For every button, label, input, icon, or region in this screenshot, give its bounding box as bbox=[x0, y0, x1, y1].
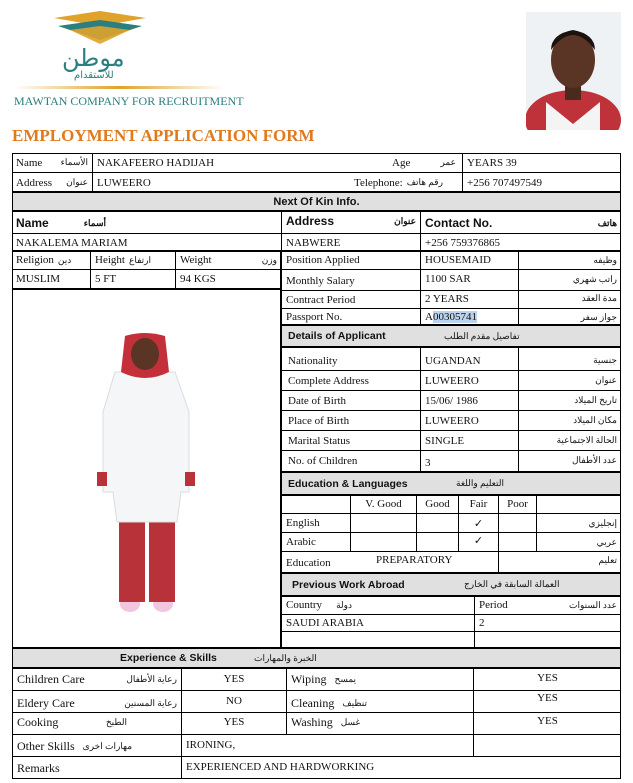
applicant-details-header: Details of Applicant bbox=[288, 330, 386, 342]
religion-label-cell bbox=[12, 251, 90, 269]
country-label-ar: دولة bbox=[336, 599, 352, 610]
cleaning-value: YES bbox=[537, 692, 558, 704]
passport-no-value bbox=[421, 309, 518, 325]
cooking-value: YES bbox=[223, 716, 245, 728]
logo-underline bbox=[14, 86, 224, 89]
marital-status-label: Marital Status bbox=[288, 434, 351, 447]
nok-contact-value: +256 759376865 bbox=[425, 236, 500, 249]
age-label-ar: عمر bbox=[440, 157, 456, 167]
wiping-label-cell bbox=[287, 668, 473, 690]
period-label-cell bbox=[475, 596, 621, 614]
monthly-salary-value: 1100 SAR bbox=[425, 273, 471, 285]
no-of-children-label-ar: عدد الأطفال bbox=[572, 455, 617, 465]
position-applied-label-ar: وظيفه bbox=[593, 254, 617, 265]
wiping-label-ar: يمسح bbox=[334, 673, 357, 684]
religion-label-ar: دين bbox=[57, 254, 72, 265]
weight-value: 94 KGS bbox=[180, 273, 216, 285]
period-label: Period bbox=[479, 599, 508, 611]
age-value: YEARS 39 bbox=[467, 156, 517, 169]
wiping-label: Wiping bbox=[291, 671, 327, 686]
english-label-ar: إنجليزي bbox=[588, 517, 617, 528]
passport-no-label-ar: جواز سفر bbox=[580, 311, 617, 322]
marital-status-value: SINGLE bbox=[425, 434, 465, 447]
applicant-full-body-photo bbox=[85, 332, 205, 624]
place-of-birth-value: LUWEERO bbox=[425, 414, 479, 427]
contract-period-label: Contract Period bbox=[286, 293, 356, 306]
height-label-cell bbox=[91, 251, 175, 269]
height-label-ar: ارتفاع bbox=[128, 254, 151, 265]
name-label-ar: الأسماء bbox=[60, 157, 88, 167]
english-fair-check: ✓ bbox=[473, 516, 484, 530]
education-level-label-ar: تعليم bbox=[598, 554, 617, 565]
cooking-label-cell bbox=[13, 711, 181, 733]
period-label-ar: عدد السنوات bbox=[569, 599, 617, 610]
place-of-birth-label: Place of Birth bbox=[288, 414, 350, 427]
period-value: 2 bbox=[479, 616, 485, 629]
monthly-salary-label-ar: راتب شهري bbox=[572, 273, 617, 284]
education-level-label: Education bbox=[286, 557, 331, 569]
washing-label: Washing bbox=[291, 714, 333, 729]
name-value: NAKAFEERO HADIJAH bbox=[97, 156, 215, 169]
telephone-label-ar: رقم هاتف bbox=[406, 177, 443, 187]
nok-name-label-cell bbox=[12, 213, 280, 233]
company-name: MAWTAN COMPANY FOR RECRUITMENT bbox=[14, 94, 244, 108]
company-logo bbox=[40, 10, 160, 85]
telephone-label-cell bbox=[350, 173, 462, 192]
english-label: English bbox=[286, 517, 320, 529]
height-value: 5 FT bbox=[95, 273, 117, 285]
washing-value: YES bbox=[537, 715, 558, 727]
passport-no-number: 00305741 bbox=[432, 311, 477, 323]
other-skills-label-ar: مهارات اخرى bbox=[82, 740, 133, 751]
nok-contact-label-cell bbox=[421, 213, 621, 233]
telephone-value: +256 707497549 bbox=[467, 176, 542, 189]
place-of-birth-label-ar: مكان الميلاد bbox=[573, 415, 617, 425]
address-value: LUWEERO bbox=[97, 176, 151, 189]
children-care-label-cell bbox=[13, 668, 181, 690]
religion-value: MUSLIM bbox=[16, 273, 61, 285]
name-label: Name bbox=[16, 156, 43, 169]
eldery-care-value: NO bbox=[226, 695, 242, 707]
height-label: Height bbox=[95, 254, 125, 266]
contract-period-label-ar: مدة العقد bbox=[581, 293, 617, 303]
cooking-label-ar: الطبخ bbox=[105, 716, 127, 727]
nationality-label-ar: جنسية bbox=[593, 355, 617, 365]
weight-label-ar: وزن bbox=[261, 254, 277, 265]
nok-address-label-ar: عنوان bbox=[394, 215, 416, 226]
nok-name-value: NAKALEMA MARIAM bbox=[16, 236, 128, 249]
passport-no-label: Passport No. bbox=[286, 311, 343, 323]
passport-no-prefix: A bbox=[425, 311, 433, 323]
work-abroad-header-ar: العمالة السابقة في الخارج bbox=[464, 579, 560, 589]
other-skills-value: IRONING, bbox=[186, 739, 236, 751]
telephone-label: Telephone: bbox=[354, 176, 403, 189]
nok-address-label-cell bbox=[282, 211, 420, 231]
complete-address-label-ar: عنوان bbox=[595, 375, 617, 385]
date-of-birth-label: Date of Birth bbox=[288, 394, 347, 407]
nok-name-label: Name bbox=[16, 216, 49, 230]
remarks-label: Remarks bbox=[17, 761, 60, 775]
applicant-portrait-photo bbox=[526, 12, 621, 130]
children-care-label-ar: رعاية الأطفال bbox=[126, 673, 177, 684]
cleaning-label-ar: تنظيف bbox=[342, 697, 367, 708]
work-abroad-header: Previous Work Abroad bbox=[292, 578, 405, 591]
arabic-label: Arabic bbox=[286, 536, 316, 548]
no-of-children-label: No. of Children bbox=[288, 454, 358, 467]
eldery-care-label: Eldery Care bbox=[17, 695, 75, 710]
weight-label: Weight bbox=[180, 254, 212, 266]
level-fair: Fair bbox=[469, 498, 488, 510]
weight-label-cell bbox=[176, 251, 281, 269]
nok-address-label: Address bbox=[286, 214, 335, 228]
education-header-ar: التعليم واللغة bbox=[456, 478, 504, 488]
age-label: Age bbox=[392, 156, 411, 169]
level-good: Good bbox=[425, 498, 450, 510]
cooking-label: Cooking bbox=[17, 714, 59, 729]
age-label-cell bbox=[388, 153, 460, 172]
applicant-details-header-ar: تفاصيل مقدم الطلب bbox=[444, 330, 520, 341]
address-label-ar: عنوان bbox=[66, 177, 88, 187]
level-vgood: V. Good bbox=[365, 498, 402, 510]
position-applied-value: HOUSEMAID bbox=[425, 254, 491, 266]
marital-status-label-ar: الحالة الاجتماعية bbox=[556, 435, 617, 445]
logo-arabic-name: موطن bbox=[62, 44, 125, 72]
complete-address-label: Complete Address bbox=[288, 374, 369, 387]
contract-period-value: 2 YEARS bbox=[425, 292, 469, 305]
washing-label-cell bbox=[287, 711, 473, 733]
position-applied-label: Position Applied bbox=[286, 254, 360, 266]
next-of-kin-header: Next Of Kin Info. bbox=[273, 195, 360, 208]
date-of-birth-label-ar: تاريخ الميلاد bbox=[574, 395, 617, 405]
nok-name-label-ar: أسماء bbox=[83, 217, 106, 228]
wiping-value: YES bbox=[537, 672, 558, 684]
other-skills-label: Other Skills bbox=[17, 738, 75, 753]
nok-address-value: NABWERE bbox=[286, 236, 341, 249]
washing-label-ar: غسل bbox=[340, 716, 361, 727]
religion-label: Religion bbox=[16, 254, 54, 266]
education-header: Education & Languages bbox=[288, 477, 408, 490]
skills-header-ar: الخبرة والمهارات bbox=[254, 652, 317, 663]
logo-arabic-tagline: للاستقدام bbox=[74, 70, 114, 81]
address-label: Address bbox=[16, 176, 53, 189]
monthly-salary-label: Monthly Salary bbox=[286, 275, 355, 287]
eldery-care-label-ar: رعاية المسنين bbox=[124, 697, 177, 708]
education-level-value: PREPARATORY bbox=[376, 554, 453, 566]
level-poor: Poor bbox=[507, 498, 528, 510]
cleaning-label: Cleaning bbox=[291, 695, 335, 710]
nok-contact-label-ar: هاتف bbox=[597, 217, 617, 228]
country-label-cell bbox=[282, 596, 474, 614]
nok-contact-label: Contact No. bbox=[425, 216, 493, 230]
arabic-fair-check: ✓ bbox=[473, 533, 484, 547]
skills-header: Experience & Skills bbox=[120, 652, 217, 664]
children-care-label: Children Care bbox=[17, 671, 85, 686]
other-skills-label-cell bbox=[13, 735, 181, 757]
address-label-cell bbox=[12, 173, 92, 192]
remarks-value: EXPERIENCED AND HARDWORKING bbox=[186, 760, 375, 773]
no-of-children-value: 3 bbox=[425, 456, 431, 469]
complete-address-value: LUWEERO bbox=[425, 374, 479, 387]
country-value: SAUDI ARABIA bbox=[286, 616, 364, 629]
name-label-cell bbox=[12, 153, 92, 172]
country-label: Country bbox=[286, 599, 323, 611]
date-of-birth-value: 15/06/ 1986 bbox=[425, 394, 478, 407]
form-title: EMPLOYMENT APPLICATION FORM bbox=[12, 126, 315, 145]
nationality-label: Nationality bbox=[288, 354, 338, 367]
arabic-label-ar: عربي bbox=[596, 536, 617, 547]
nationality-value: UGANDAN bbox=[425, 354, 481, 367]
children-care-value: YES bbox=[223, 673, 245, 685]
